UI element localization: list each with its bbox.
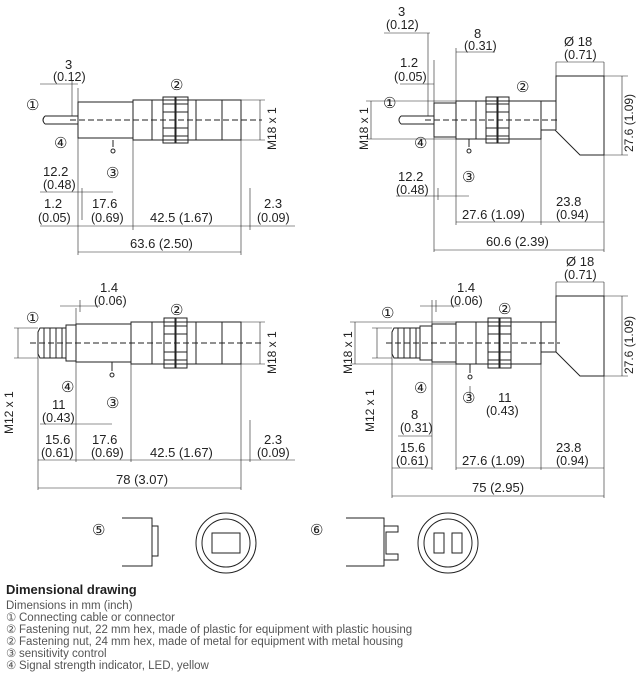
view-straight-connector (14, 300, 295, 490)
dim-27-6h-view4: 27.6 (1.09) (462, 453, 525, 468)
dim-8-view4: 8 (411, 407, 419, 422)
dim-069-view1: (0.69) (91, 211, 124, 225)
dim-m18-view2: M18 x 1 (357, 107, 371, 150)
dim-12-2-view1: 12.2 (43, 164, 69, 179)
legend-text: Fastening nut, 24 mm hex, made of metal for equipment with metal housing (19, 635, 404, 648)
legend-text: Signal strength indicator, LED, yellow (19, 659, 209, 672)
callout-2-view2: ② (516, 79, 530, 96)
dim-2-3-view1: 2.3 (264, 196, 283, 211)
dim-17-6-view3: 17.6 (92, 432, 118, 447)
dim-15-6-view3: 15.6 (45, 432, 71, 447)
dim-m18-view4: M18 x 1 (341, 331, 355, 374)
dim-094-view2: (0.94) (556, 208, 589, 222)
dim-23-8-view4: 23.8 (556, 440, 582, 455)
dim-005-view1: (0.05) (38, 211, 71, 225)
legend-text: Connecting cable or connector (19, 611, 175, 624)
dim-061-view3: (0.61) (41, 446, 74, 460)
dim-1-4-view3: 1.4 (100, 280, 119, 295)
dim-012-view1: (0.12) (53, 70, 86, 84)
dim-m12-view3: M12 x 1 (2, 391, 16, 434)
legend-title: Dimensional drawing (6, 582, 137, 597)
dim-11-view3: 11 (52, 397, 66, 412)
callout-1-view2: ① (383, 95, 397, 112)
dim-m18-view3: M18 x 1 (265, 331, 279, 374)
dim-069-view3: (0.69) (91, 446, 124, 460)
dim-m18-view1: M18 x 1 (265, 107, 279, 150)
view-detail-5 (122, 513, 256, 573)
dim-048-view2: (0.48) (396, 183, 429, 197)
legend-symbol: ④ (6, 659, 17, 672)
dim-1-2-view2: 1.2 (400, 55, 419, 70)
callout-4-view1: ④ (54, 135, 68, 152)
legend-symbol: ② (6, 623, 17, 636)
callout-2-view3: ② (170, 302, 184, 319)
dim-031-view4: (0.31) (400, 421, 433, 435)
dim-75: 75 (2.95) (472, 480, 525, 495)
callout-3-view4: ③ (462, 390, 476, 407)
dim-009-view1: (0.09) (257, 211, 290, 225)
dim-043-view4: (0.43) (486, 404, 519, 418)
legend-symbol: ③ (6, 647, 17, 660)
view-straight-cable (40, 80, 295, 255)
dim-78: 78 (3.07) (116, 472, 169, 487)
dim-006-view4: (0.06) (450, 294, 483, 308)
dim-23-8-view2: 23.8 (556, 194, 582, 209)
dim-2-3-view3: 2.3 (264, 432, 283, 447)
dim-3-view1: 3 (65, 57, 73, 72)
dim-42-5-view3: 42.5 (1.67) (150, 445, 213, 460)
callout-4-view4: ④ (414, 380, 428, 397)
legend-symbol: ① (6, 611, 17, 624)
dim-043-view3: (0.43) (42, 411, 75, 425)
legend-text: sensitivity control (19, 647, 107, 660)
legend (6, 582, 634, 672)
dim-27-6v-view4: 27.6 (1.09) (622, 315, 636, 374)
callout-5: ⑤ (92, 522, 106, 539)
dim-15-6-view4: 15.6 (400, 440, 426, 455)
dim-18-view2: Ø 18 (564, 34, 593, 49)
dim-031-view2: (0.31) (464, 39, 497, 53)
dim-061-view4: (0.61) (396, 454, 429, 468)
dim-63-6: 63.6 (2.50) (130, 236, 193, 251)
dim-094-view4: (0.94) (556, 454, 589, 468)
callout-4-view2: ④ (414, 135, 428, 152)
dim-005-view2: (0.05) (394, 70, 427, 84)
dim-12-2-view2: 12.2 (398, 169, 424, 184)
dim-009-view3: (0.09) (257, 446, 290, 460)
dim-27-6v-view2: 27.6 (1.09) (622, 93, 636, 152)
callout-3-view1: ③ (106, 165, 120, 182)
dim-1-2-view1: 1.2 (44, 196, 63, 211)
callout-6: ⑥ (310, 522, 324, 539)
dim-3-view2: 3 (398, 4, 406, 19)
dim-m12-view4: M12 x 1 (363, 389, 377, 432)
dim-1-4-view4: 1.4 (457, 280, 476, 295)
callout-1-view1: ① (26, 97, 40, 114)
legend-units: Dimensions in mm (inch) (6, 600, 133, 612)
dim-8-view2: 8 (474, 26, 482, 41)
callout-3-view2: ③ (462, 169, 476, 186)
dim-17-6-view1: 17.6 (92, 196, 118, 211)
callout-4-view3: ④ (61, 379, 75, 396)
dim-006-view3: (0.06) (94, 294, 127, 308)
dim-18-view4: Ø 18 (566, 254, 595, 269)
callout-2-view4: ② (498, 301, 512, 318)
callout-2-view1: ② (170, 77, 184, 94)
dim-012-view2: (0.12) (386, 18, 419, 32)
dim-071-view4: (0.71) (564, 268, 597, 282)
dim-42-5-view1: 42.5 (1.67) (150, 210, 213, 225)
legend-symbol: ② (6, 635, 17, 648)
callout-3-view3: ③ (106, 395, 120, 412)
legend-item (6, 661, 634, 673)
callout-1-view4: ① (381, 305, 395, 322)
view-detail-6 (346, 513, 478, 573)
dim-60-6: 60.6 (2.39) (486, 234, 549, 249)
callout-1-view3: ① (26, 310, 40, 327)
dim-048-view1: (0.48) (43, 178, 76, 192)
dim-27-6h-view2: 27.6 (1.09) (462, 207, 525, 222)
dim-071-view2: (0.71) (564, 48, 597, 62)
legend-text: Fastening nut, 22 mm hex, made of plastic for equipment with plastic housing (19, 623, 413, 636)
dim-11-view4: 11 (498, 390, 512, 405)
